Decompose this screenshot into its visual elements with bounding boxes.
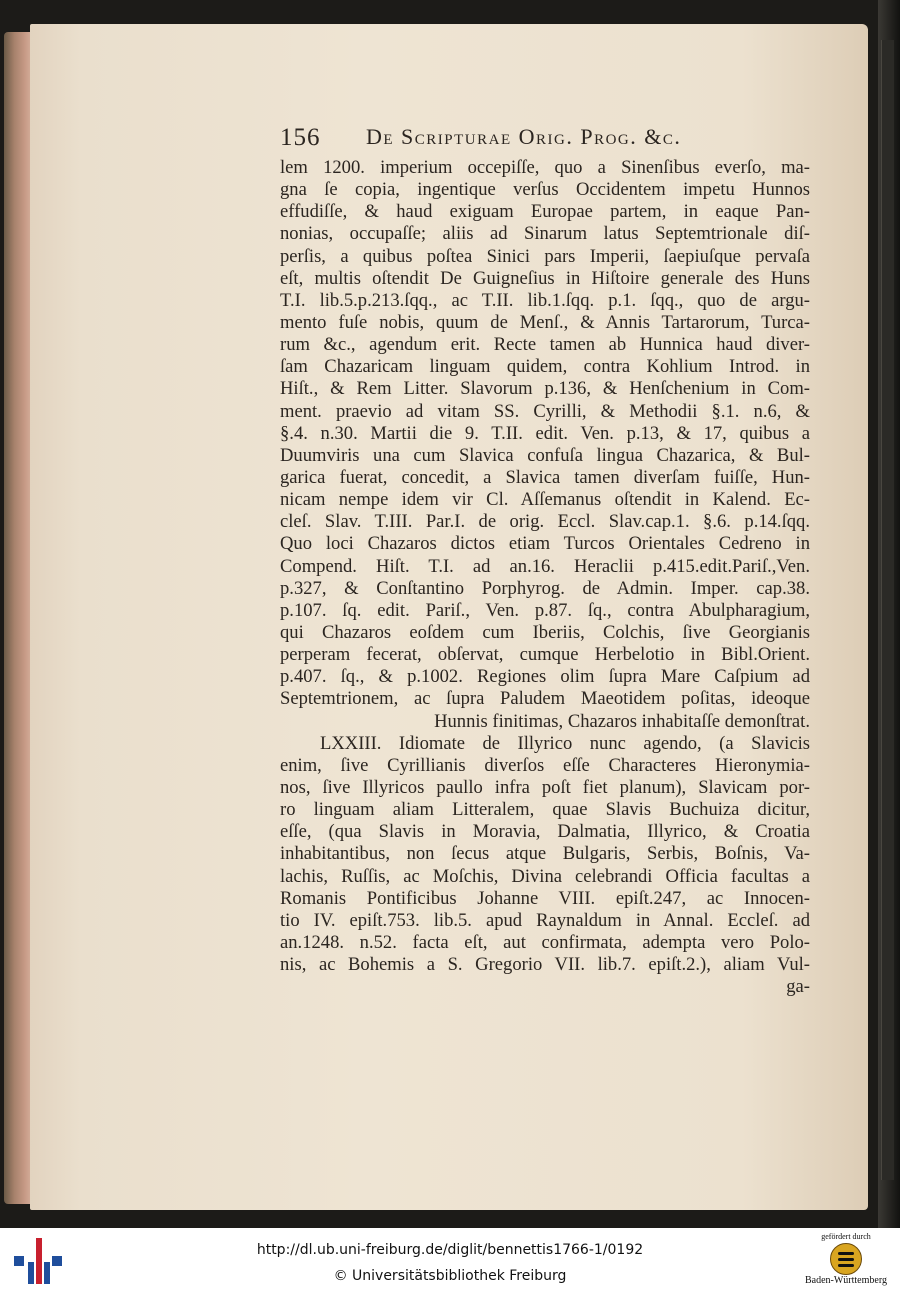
text-line: nos, ſive Illyricos paullo infra poſt fiet planum), Slavicam por- xyxy=(280,776,810,798)
text-line: qui Chazaros eoſdem cum Iberiis, Colchis, ſive Georgianis xyxy=(280,621,810,643)
text-line: garica fuerat, concedit, a Slavica tamen diverſam fuiſſe, Hun- xyxy=(280,466,810,488)
sponsor-name: Baden-Württemberg xyxy=(804,1275,887,1286)
text-line: enim, ſive Cyrillianis diverſos eſſe Characteres Hieronymia- xyxy=(280,754,810,776)
text-line: lachis, Ruſſis, ac Moſchis, Divina celebrandi Officia facultas a xyxy=(280,865,810,887)
viewer-footer xyxy=(0,1228,900,1292)
text-line: LXXIII. Idiomate de Illyrico nunc agendo, (a Slavicis xyxy=(320,732,810,754)
facing-page-strip xyxy=(881,40,894,1180)
text-line: an.1248. n.52. facta eſt, aut confirmata, adempta vero Polo- xyxy=(280,931,810,953)
text-line: eſſe, (qua Slavis in Moravia, Dalmatia, Illyrico, & Croatia xyxy=(280,821,810,843)
running-title: De Scripturae Orig. Prog. &c. xyxy=(366,124,682,149)
page-header xyxy=(280,122,810,156)
page-text xyxy=(280,157,810,998)
text-line: p.327, & Conſtantino Porphyrog. de Admin. Imper. cap.38. xyxy=(280,577,810,599)
text-line: p.407. ſq., & p.1002. Regiones olim ſupra Mare Caſpium ad xyxy=(280,666,810,688)
text-line: Quo loci Chazaros dictos etiam Turcos Orientales Cedreno in xyxy=(280,533,810,555)
sponsor-badge[interactable] xyxy=(798,1232,894,1290)
page-number: 156 xyxy=(280,124,321,151)
text-line: ment. praevio ad vitam SS. Cyrilli, & Methodii §.1. n.6, & xyxy=(280,400,810,422)
text-line: eſt, multis oſtendit De Guigneſius in Hiſtoire generale des Huns xyxy=(280,267,810,289)
text-line: lem 1200. imperium occepiſſe, quo a Sinenſibus everſo, ma- xyxy=(280,157,810,178)
text-line: Hunnis finitimas, Chazaros inhabitaſſe demonſtrat. xyxy=(434,710,810,732)
text-line: nis, ac Bohemis a S. Gregorio VII. lib.7. epiſt.2.), aliam Vul- xyxy=(280,954,810,976)
text-line: ro linguam aliam Litteralem, quae Slavis Buchuiza dicitur, xyxy=(280,799,810,821)
text-line: mento fuſe nobis, quum de Menſ., & Annis Tartarorum, Turca- xyxy=(280,311,810,333)
text-line: p.107. ſq. edit. Pariſ., Ven. p.87. ſq., contra Abulpharagium, xyxy=(280,599,810,621)
copyright-notice: © Universitätsbibliothek Freiburg xyxy=(333,1268,567,1284)
text-line: Romanis Pontificibus Johanne VIII. epiſt.247, ac Innocen- xyxy=(280,887,810,909)
baden-wuerttemberg-crest-icon xyxy=(830,1243,862,1275)
text-line: perperam fecerat, obſervat, cumque Herbelotio in Bibl.Orient. xyxy=(280,644,810,666)
permalink-url[interactable]: http://dl.ub.uni-freiburg.de/diglit/bennettis1766-1/0192 xyxy=(256,1242,644,1258)
text-line: Compend. Hiſt. T.I. ad an.16. Heraclii p.415.edit.Pariſ.,Ven. xyxy=(280,555,810,577)
text-line: nicam nempe idem vir Cl. Aſſemanus oſtendit in Kalend. Ec- xyxy=(280,489,810,511)
text-line: ga- xyxy=(786,976,810,998)
text-line: Septemtrionem, ac ſupra Paludem Maeotidem poſitas, ideoque xyxy=(280,688,810,710)
text-line: ſam Chazaricam linguam quidem, contra Kohlium Introd. in xyxy=(280,356,810,378)
text-line: tio IV. epiſt.753. lib.5. apud Raynaldum in Annal. Eccleſ. ad xyxy=(280,909,810,931)
text-line: perſis, a quibus poſtea Sinici pars Imperii, ſaepiuſque pervaſa xyxy=(280,245,810,267)
text-line: effudiſſe, & haud exiguam Europae partem, in eaque Pan- xyxy=(280,201,810,223)
text-line: gna ſe copia, ingentique verſus Occidentem impetu Hunnos xyxy=(280,179,810,201)
text-line: cleſ. Slav. T.III. Par.I. de orig. Eccl. Slav.cap.1. §.6. p.14.ſqq. xyxy=(280,511,810,533)
text-line: §.4. n.30. Martii die 9. T.II. edit. Ven. p.13, & 17, quibus a xyxy=(280,422,810,444)
text-line: Hiſt., & Rem Litter. Slavorum p.136, & Henſchenium in Com- xyxy=(280,378,810,400)
text-line: nonias, occupaſſe; aliis ad Sinarum latus Septemtrionale diſ- xyxy=(280,223,810,245)
text-line: Duumviris una cum Slavica confuſa lingua Chazarica, & Bul- xyxy=(280,444,810,466)
sponsor-label: gefördert durch xyxy=(821,1232,871,1241)
text-line: inhabitantibus, non ſecus atque Bulgaris, Serbis, Boſnis, Va- xyxy=(280,843,810,865)
text-line: T.I. lib.5.p.213.ſqq., ac T.II. lib.1.ſqq. p.1. ſqq., quo de argu- xyxy=(280,289,810,311)
text-line: rum &c., agendum erit. Recte tamen ab Hunnica haud diver- xyxy=(280,334,810,356)
